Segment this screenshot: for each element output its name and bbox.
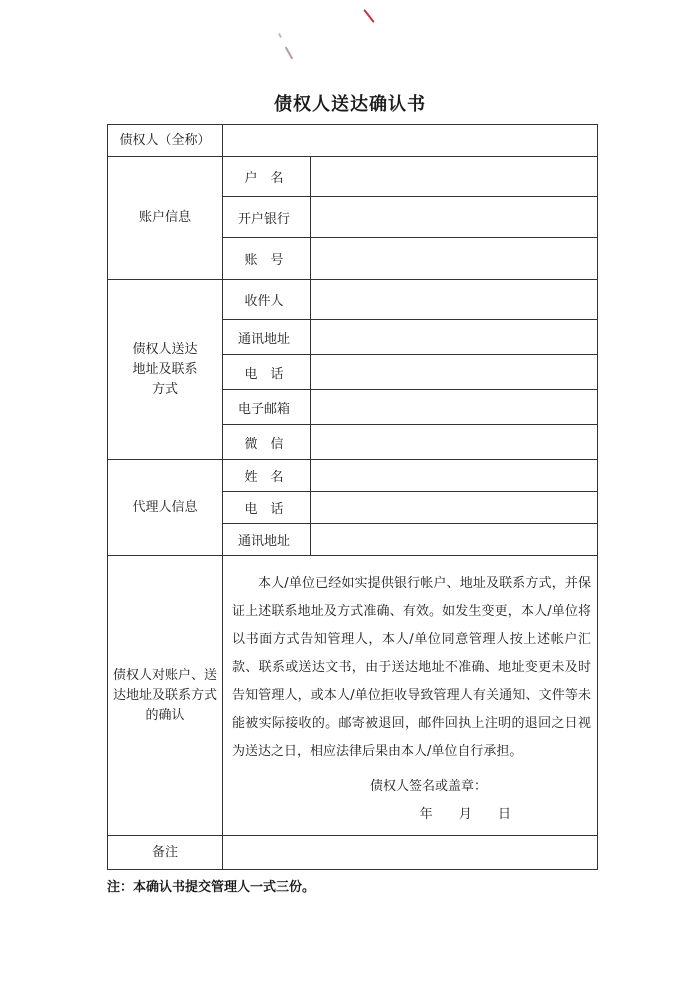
row-creditor-name — [108, 125, 598, 157]
agent-address-label: 通讯地址 — [223, 524, 311, 556]
account-info-label: 账户信息 — [108, 157, 223, 280]
date-line — [232, 802, 591, 828]
date-year: 年 — [419, 807, 433, 822]
recipient-field[interactable] — [311, 280, 598, 320]
phone-label: 电 话 — [223, 355, 311, 390]
wechat-label: 微 信 — [223, 425, 311, 460]
creditor-name-label: 债权人（全称） — [108, 125, 223, 157]
footnote: 注：本确认书提交管理人一式三份。 — [107, 880, 316, 895]
date-day: 日 — [497, 807, 511, 822]
agent-name-label: 姓 名 — [223, 460, 311, 492]
agent-info-label: 代理人信息 — [108, 460, 223, 556]
row-confirmation — [108, 556, 598, 836]
agent-phone-label: 电 话 — [223, 492, 311, 524]
creditor-name-field[interactable] — [223, 125, 598, 157]
confirmation-statement-cell — [223, 556, 598, 836]
email-label: 电子邮箱 — [223, 390, 311, 425]
address-label: 通讯地址 — [223, 320, 311, 355]
document-title: 债权人送达确认书 — [274, 94, 426, 115]
date-month: 月 — [458, 807, 472, 822]
confirmation-statement: 本人/单位已经如实提供银行帐户、地址及联系方式，并保证上述联系地址及方式准确、有效。如发生变更，本人/单位将以书面方式告知管理人，本人/单位同意管理人按上述帐户汇款、联系或送达文书，由于送达地址不准确、地址变更未及时告知管理人，或本人/单位拒收导致管理人有关通知、文件等未能被实际接收的。邮寄被退回，邮件回执上注明的退回之日视为送达之日，相应法律后果由本人/单位自行承担。 — [232, 576, 591, 759]
signature-label: 债权人签名或盖章： — [369, 779, 487, 794]
remarks-field[interactable] — [223, 836, 598, 870]
account-number-label: 账 号 — [223, 238, 311, 280]
confirmation-label: 债权人对账户、送达地址及联系方式 的确认 — [108, 556, 223, 836]
remarks-label: 备注 — [108, 836, 223, 870]
bank-label: 开户银行 — [223, 197, 311, 238]
address-field[interactable] — [311, 320, 598, 355]
pen-mark-small — [278, 33, 282, 38]
pen-mark — [285, 46, 294, 59]
confirmation-form-table — [107, 124, 598, 870]
row-recipient — [108, 280, 598, 320]
account-number-field[interactable] — [311, 238, 598, 280]
wechat-field[interactable] — [311, 425, 598, 460]
phone-field[interactable] — [311, 355, 598, 390]
agent-address-field[interactable] — [311, 524, 598, 556]
red-pen-mark — [363, 9, 374, 23]
recipient-label: 收件人 — [223, 280, 311, 320]
delivery-info-label: 债权人送达地址及联系方式 — [108, 280, 223, 460]
row-agent-name — [108, 460, 598, 492]
email-field[interactable] — [311, 390, 598, 425]
bank-field[interactable] — [311, 197, 598, 238]
agent-phone-field[interactable] — [311, 492, 598, 524]
row-remarks — [108, 836, 598, 870]
row-account-holder — [108, 157, 598, 197]
account-holder-field[interactable] — [311, 157, 598, 197]
agent-name-field[interactable] — [311, 460, 598, 492]
account-holder-label: 户 名 — [223, 157, 311, 197]
